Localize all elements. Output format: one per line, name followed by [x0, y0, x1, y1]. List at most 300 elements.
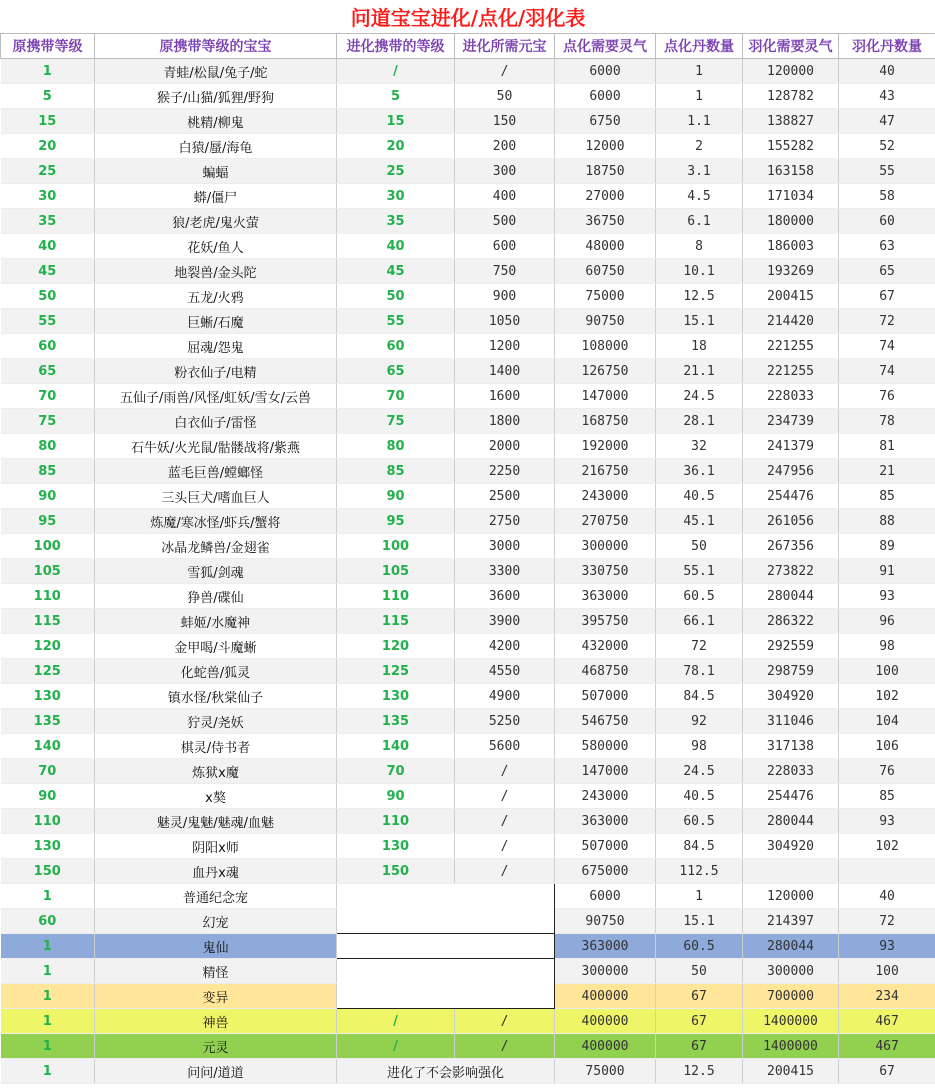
dianhua-pill-cell: 21.1 [656, 359, 743, 384]
dianhua-pill-cell: 12.5 [656, 1059, 743, 1084]
evolve-level-cell: 70 [337, 384, 455, 409]
yuanbao-cell: 2500 [455, 484, 555, 509]
level-cell: 20 [1, 134, 95, 159]
yuhua-lingqi-cell: 700000 [743, 984, 839, 1009]
yuanbao-cell: / [455, 834, 555, 859]
yuhua-lingqi-cell: 300000 [743, 959, 839, 984]
yuanbao-cell: / [455, 784, 555, 809]
evolve-level-cell: 100 [337, 534, 455, 559]
table-row [1, 859, 935, 884]
table-row [1, 434, 935, 459]
dianhua-pill-cell: 67 [656, 1009, 743, 1034]
dianhua-pill-cell: 28.1 [656, 409, 743, 434]
dianhua-pill-cell: 24.5 [656, 384, 743, 409]
yuhua-pill-cell: 467 [839, 1034, 935, 1059]
level-cell: 30 [1, 184, 95, 209]
yuhua-lingqi-cell: 241379 [743, 434, 839, 459]
pet-name-cell: 白衣仙子/雷怪 [95, 409, 337, 434]
evolve-level-cell: 140 [337, 734, 455, 759]
header-cell: 羽化需要灵气 [743, 34, 839, 59]
table-row [1, 259, 935, 284]
yuhua-lingqi-cell: 214420 [743, 309, 839, 334]
pet-name-cell: 冰晶龙鳞兽/金翅雀 [95, 534, 337, 559]
dianhua-pill-cell: 60.5 [656, 809, 743, 834]
dianhua-lingqi-cell: 48000 [555, 234, 656, 259]
dianhua-pill-cell: 2 [656, 134, 743, 159]
dianhua-pill-cell: 98 [656, 734, 743, 759]
evolve-level-cell: 75 [337, 409, 455, 434]
evolve-level-cell: 135 [337, 709, 455, 734]
dianhua-pill-cell: 72 [656, 634, 743, 659]
yuhua-pill-cell: 91 [839, 559, 935, 584]
table-row [1, 909, 935, 934]
yuhua-pill-cell: 234 [839, 984, 935, 1009]
dianhua-lingqi-cell: 395750 [555, 609, 656, 634]
dianhua-lingqi-cell: 270750 [555, 509, 656, 534]
yuhua-lingqi-cell: 273822 [743, 559, 839, 584]
dianhua-lingqi-cell: 6750 [555, 109, 656, 134]
yuhua-lingqi-cell: 163158 [743, 159, 839, 184]
evolve-level-cell: 115 [337, 609, 455, 634]
level-cell: 110 [1, 584, 95, 609]
dianhua-lingqi-cell: 36750 [555, 209, 656, 234]
dianhua-pill-cell: 50 [656, 534, 743, 559]
level-cell: 90 [1, 484, 95, 509]
dianhua-lingqi-cell: 60750 [555, 259, 656, 284]
yuanbao-cell: 500 [455, 209, 555, 234]
dianhua-lingqi-cell: 18750 [555, 159, 656, 184]
pet-name-cell: 三头巨犬/嗜血巨人 [95, 484, 337, 509]
table-row [1, 109, 935, 134]
level-cell: 90 [1, 784, 95, 809]
dianhua-pill-cell: 60.5 [656, 584, 743, 609]
yuhua-pill-cell: 102 [839, 834, 935, 859]
table-row [1, 1034, 935, 1059]
pet-name-cell: 雪狐/剑魂 [95, 559, 337, 584]
yuanbao-cell: 600 [455, 234, 555, 259]
dianhua-lingqi-cell: 192000 [555, 434, 656, 459]
yuanbao-cell: 3300 [455, 559, 555, 584]
table-row [1, 209, 935, 234]
pet-name-cell: 血丹x魂 [95, 859, 337, 884]
yuhua-lingqi-cell: 311046 [743, 709, 839, 734]
level-cell: 140 [1, 734, 95, 759]
dianhua-pill-cell: 36.1 [656, 459, 743, 484]
blank-box-cell [337, 884, 555, 909]
pet-name-cell: 石牛妖/火光鼠/骷髅战将/紫燕 [95, 434, 337, 459]
yuhua-lingqi-cell: 128782 [743, 84, 839, 109]
level-cell: 1 [1, 959, 95, 984]
dianhua-pill-cell: 67 [656, 1034, 743, 1059]
yuhua-pill-cell: 21 [839, 459, 935, 484]
yuanbao-cell: 4900 [455, 684, 555, 709]
table-row [1, 184, 935, 209]
evolve-level-cell: 55 [337, 309, 455, 334]
yuhua-lingqi-cell: 138827 [743, 109, 839, 134]
evolve-level-cell: 105 [337, 559, 455, 584]
yuanbao-cell: 1200 [455, 334, 555, 359]
yuhua-pill-cell: 96 [839, 609, 935, 634]
yuanbao-cell: / [455, 759, 555, 784]
dianhua-pill-cell: 32 [656, 434, 743, 459]
yuhua-pill-cell: 40 [839, 59, 935, 84]
yuanbao-cell: / [455, 1034, 555, 1059]
yuhua-pill-cell: 93 [839, 809, 935, 834]
yuhua-pill-cell: 104 [839, 709, 935, 734]
yuhua-pill-cell: 55 [839, 159, 935, 184]
yuhua-pill-cell: 40 [839, 884, 935, 909]
dianhua-lingqi-cell: 363000 [555, 809, 656, 834]
yuhua-pill-cell: 72 [839, 909, 935, 934]
yuhua-lingqi-cell: 286322 [743, 609, 839, 634]
yuhua-pill-cell: 102 [839, 684, 935, 709]
dianhua-lingqi-cell: 363000 [555, 584, 656, 609]
dianhua-lingqi-cell: 468750 [555, 659, 656, 684]
yuhua-lingqi-cell: 247956 [743, 459, 839, 484]
level-cell: 1 [1, 934, 95, 959]
table-row [1, 684, 935, 709]
table-row [1, 409, 935, 434]
header-cell: 点化需要灵气 [555, 34, 656, 59]
level-cell: 110 [1, 809, 95, 834]
dianhua-pill-cell: 3.1 [656, 159, 743, 184]
header-cell: 进化携带的等级 [337, 34, 455, 59]
pet-name-cell: 狰兽/碟仙 [95, 584, 337, 609]
yuanbao-cell: 3000 [455, 534, 555, 559]
yuhua-pill-cell: 81 [839, 434, 935, 459]
level-cell: 60 [1, 334, 95, 359]
table-row [1, 784, 935, 809]
blank-box-cell [337, 909, 555, 934]
yuhua-lingqi-cell: 304920 [743, 684, 839, 709]
yuanbao-cell: 3600 [455, 584, 555, 609]
evolve-level-cell: 90 [337, 484, 455, 509]
yuhua-pill-cell: 93 [839, 934, 935, 959]
table-row [1, 309, 935, 334]
level-cell: 45 [1, 259, 95, 284]
dianhua-pill-cell: 1 [656, 84, 743, 109]
header-cell: 点化丹数量 [656, 34, 743, 59]
yuhua-lingqi-cell: 214397 [743, 909, 839, 934]
yuanbao-cell: 5250 [455, 709, 555, 734]
evolve-level-cell: 70 [337, 759, 455, 784]
table-row [1, 884, 935, 909]
pet-name-cell: 精怪 [95, 959, 337, 984]
yuhua-lingqi-cell: 254476 [743, 484, 839, 509]
yuhua-pill-cell: 76 [839, 384, 935, 409]
dianhua-lingqi-cell: 432000 [555, 634, 656, 659]
dianhua-lingqi-cell: 126750 [555, 359, 656, 384]
dianhua-pill-cell: 1 [656, 884, 743, 909]
pet-name-cell: 蝙蝠 [95, 159, 337, 184]
evolve-level-cell: 110 [337, 809, 455, 834]
yuanbao-cell: 1400 [455, 359, 555, 384]
table-row [1, 959, 935, 984]
yuhua-pill-cell: 74 [839, 359, 935, 384]
dianhua-pill-cell: 84.5 [656, 684, 743, 709]
yuanbao-cell: 1600 [455, 384, 555, 409]
dianhua-lingqi-cell: 675000 [555, 859, 656, 884]
dianhua-lingqi-cell: 243000 [555, 784, 656, 809]
dianhua-pill-cell: 84.5 [656, 834, 743, 859]
dianhua-lingqi-cell: 507000 [555, 834, 656, 859]
table-row [1, 484, 935, 509]
dianhua-lingqi-cell: 216750 [555, 459, 656, 484]
evolve-level-cell: 30 [337, 184, 455, 209]
level-cell: 55 [1, 309, 95, 334]
yuhua-lingqi-cell: 200415 [743, 284, 839, 309]
dianhua-pill-cell: 92 [656, 709, 743, 734]
header-cell: 原携带等级的宝宝 [95, 34, 337, 59]
yuanbao-cell: 150 [455, 109, 555, 134]
yuhua-lingqi-cell: 228033 [743, 384, 839, 409]
dianhua-lingqi-cell: 6000 [555, 84, 656, 109]
dianhua-pill-cell: 45.1 [656, 509, 743, 534]
header-row [1, 34, 935, 59]
dianhua-pill-cell: 67 [656, 984, 743, 1009]
pet-name-cell: 屈魂/怨鬼 [95, 334, 337, 359]
dianhua-pill-cell: 12.5 [656, 284, 743, 309]
evolve-level-cell: 130 [337, 684, 455, 709]
pet-name-cell: 魅灵/鬼魅/魅魂/血魅 [95, 809, 337, 834]
level-cell: 1 [1, 1009, 95, 1034]
evolve-level-cell: 60 [337, 334, 455, 359]
yuhua-lingqi-cell: 254476 [743, 784, 839, 809]
blank-box-cell [337, 984, 555, 1009]
dianhua-pill-cell: 40.5 [656, 784, 743, 809]
table-row [1, 509, 935, 534]
evolve-level-cell: 150 [337, 859, 455, 884]
yuhua-lingqi-cell: 155282 [743, 134, 839, 159]
dianhua-pill-cell: 1.1 [656, 109, 743, 134]
level-cell: 80 [1, 434, 95, 459]
yuhua-pill-cell: 60 [839, 209, 935, 234]
pet-name-cell: 桃精/柳鬼 [95, 109, 337, 134]
yuhua-pill-cell: 85 [839, 784, 935, 809]
yuanbao-cell: / [455, 859, 555, 884]
level-cell: 1 [1, 984, 95, 1009]
yuhua-lingqi-cell: 261056 [743, 509, 839, 534]
level-cell: 125 [1, 659, 95, 684]
level-cell: 70 [1, 384, 95, 409]
dianhua-pill-cell: 55.1 [656, 559, 743, 584]
yuanbao-cell: 1800 [455, 409, 555, 434]
pet-name-cell: 化蛇兽/狐灵 [95, 659, 337, 684]
yuhua-pill-cell: 72 [839, 309, 935, 334]
pet-name-cell: 青蛙/松鼠/兔子/蛇 [95, 59, 337, 84]
pet-name-cell: 金甲喝/斗魔蜥 [95, 634, 337, 659]
blank-box-cell [337, 934, 555, 959]
pet-name-cell: 炼魔/寒冰怪/虾兵/蟹将 [95, 509, 337, 534]
yuhua-lingqi-cell: 298759 [743, 659, 839, 684]
dianhua-pill-cell: 112.5 [656, 859, 743, 884]
yuhua-lingqi-cell: 1400000 [743, 1009, 839, 1034]
yuanbao-cell: 2000 [455, 434, 555, 459]
yuhua-pill-cell: 65 [839, 259, 935, 284]
title-row [1, 0, 935, 34]
pet-name-cell: 花妖/鱼人 [95, 234, 337, 259]
pet-name-cell: 炼狱x魔 [95, 759, 337, 784]
yuhua-lingqi-cell: 193269 [743, 259, 839, 284]
yuhua-lingqi-cell: 221255 [743, 359, 839, 384]
table-row [1, 234, 935, 259]
dianhua-lingqi-cell: 27000 [555, 184, 656, 209]
evolve-level-cell: 125 [337, 659, 455, 684]
yuhua-lingqi-cell: 304920 [743, 834, 839, 859]
yuhua-lingqi-cell: 171034 [743, 184, 839, 209]
yuanbao-cell: 400 [455, 184, 555, 209]
level-cell: 130 [1, 684, 95, 709]
yuhua-pill-cell: 78 [839, 409, 935, 434]
yuanbao-cell: 5600 [455, 734, 555, 759]
pet-name-cell: 蟒/僵尸 [95, 184, 337, 209]
table-row [1, 334, 935, 359]
dianhua-pill-cell: 15.1 [656, 309, 743, 334]
yuanbao-cell: 4200 [455, 634, 555, 659]
yuhua-pill-cell: 43 [839, 84, 935, 109]
yuhua-pill-cell: 467 [839, 1009, 935, 1034]
yuhua-lingqi-cell: 234739 [743, 409, 839, 434]
dianhua-lingqi-cell: 363000 [555, 934, 656, 959]
level-cell: 100 [1, 534, 95, 559]
pet-name-cell: 普通纪念宠 [95, 884, 337, 909]
pet-name-cell: 棋灵/侍书者 [95, 734, 337, 759]
pet-name-cell: 变异 [95, 984, 337, 1009]
yuhua-lingqi-cell: 1400000 [743, 1034, 839, 1059]
yuhua-pill-cell: 47 [839, 109, 935, 134]
dianhua-pill-cell: 8 [656, 234, 743, 259]
yuanbao-cell: 2750 [455, 509, 555, 534]
yuhua-pill-cell: 93 [839, 584, 935, 609]
pet-name-cell: 阴阳x师 [95, 834, 337, 859]
level-cell: 65 [1, 359, 95, 384]
table-row [1, 634, 935, 659]
table-row [1, 584, 935, 609]
level-cell: 135 [1, 709, 95, 734]
pet-name-cell: 狼/老虎/鬼火萤 [95, 209, 337, 234]
yuhua-pill-cell: 63 [839, 234, 935, 259]
pet-name-cell: 蓝毛巨兽/螳螂怪 [95, 459, 337, 484]
dianhua-pill-cell: 4.5 [656, 184, 743, 209]
dianhua-lingqi-cell: 507000 [555, 684, 656, 709]
evolve-level-cell: 120 [337, 634, 455, 659]
pet-name-cell: 猴子/山猫/狐狸/野狗 [95, 84, 337, 109]
table-row [1, 359, 935, 384]
pet-name-cell: 元灵 [95, 1034, 337, 1059]
evolve-level-cell: 80 [337, 434, 455, 459]
pet-name-cell: 白猿/蜃/海龟 [95, 134, 337, 159]
yuhua-lingqi-cell: 280044 [743, 584, 839, 609]
evolve-level-cell: 90 [337, 784, 455, 809]
yuanbao-cell: 1050 [455, 309, 555, 334]
table-row [1, 934, 935, 959]
yuanbao-cell: / [455, 59, 555, 84]
table-row [1, 834, 935, 859]
dianhua-lingqi-cell: 243000 [555, 484, 656, 509]
dianhua-pill-cell: 15.1 [656, 909, 743, 934]
yuanbao-cell: / [455, 1009, 555, 1034]
yuhua-lingqi-cell: 186003 [743, 234, 839, 259]
dianhua-lingqi-cell: 300000 [555, 959, 656, 984]
dianhua-lingqi-cell: 90750 [555, 909, 656, 934]
dianhua-lingqi-cell: 580000 [555, 734, 656, 759]
header-cell: 羽化丹数量 [839, 34, 935, 59]
level-cell: 130 [1, 834, 95, 859]
table-row [1, 384, 935, 409]
table-row [1, 984, 935, 1009]
table-row [1, 1059, 935, 1084]
yuanbao-cell: 4550 [455, 659, 555, 684]
table-row [1, 609, 935, 634]
pet-name-cell: 问问/道道 [95, 1059, 337, 1084]
yuhua-lingqi-cell: 120000 [743, 59, 839, 84]
yuhua-lingqi-cell: 317138 [743, 734, 839, 759]
level-cell: 25 [1, 159, 95, 184]
pet-name-cell: 鬼仙 [95, 934, 337, 959]
level-cell: 15 [1, 109, 95, 134]
yuhua-pill-cell: 88 [839, 509, 935, 534]
evolve-level-cell: 25 [337, 159, 455, 184]
yuanbao-cell: 2250 [455, 459, 555, 484]
yuhua-lingqi-cell: 228033 [743, 759, 839, 784]
level-cell: 50 [1, 284, 95, 309]
dianhua-lingqi-cell: 75000 [555, 284, 656, 309]
level-cell: 120 [1, 634, 95, 659]
pet-name-cell: 蚌姬/水魔神 [95, 609, 337, 634]
dianhua-lingqi-cell: 546750 [555, 709, 656, 734]
yuhua-lingqi-cell: 280044 [743, 934, 839, 959]
evolve-level-cell: / [337, 1009, 455, 1034]
yuhua-lingqi-cell: 221255 [743, 334, 839, 359]
blank-box-cell [337, 959, 555, 984]
pet-name-cell: 五龙/火鸦 [95, 284, 337, 309]
evolve-level-cell: 50 [337, 284, 455, 309]
header-cell: 原携带等级 [1, 34, 95, 59]
dianhua-lingqi-cell: 75000 [555, 1059, 656, 1084]
evolve-level-cell: 130 [337, 834, 455, 859]
table-row [1, 459, 935, 484]
dianhua-lingqi-cell: 400000 [555, 1034, 656, 1059]
table-body [1, 0, 935, 1084]
dianhua-lingqi-cell: 6000 [555, 884, 656, 909]
table-row [1, 1009, 935, 1034]
evolve-level-cell: 35 [337, 209, 455, 234]
evolve-level-cell: 65 [337, 359, 455, 384]
level-cell: 105 [1, 559, 95, 584]
yuanbao-cell: / [455, 809, 555, 834]
evolve-level-cell: 85 [337, 459, 455, 484]
pet-name-cell: 狞灵/尧妖 [95, 709, 337, 734]
level-cell: 150 [1, 859, 95, 884]
yuanbao-cell: 3900 [455, 609, 555, 634]
table-row [1, 809, 935, 834]
dianhua-pill-cell: 6.1 [656, 209, 743, 234]
table-row [1, 734, 935, 759]
table-row [1, 59, 935, 84]
yuhua-pill-cell: 67 [839, 284, 935, 309]
header-cell: 进化所需元宝 [455, 34, 555, 59]
yuhua-lingqi-cell: 280044 [743, 809, 839, 834]
yuhua-pill-cell: 98 [839, 634, 935, 659]
yuhua-pill-cell: 85 [839, 484, 935, 509]
dianhua-pill-cell: 60.5 [656, 934, 743, 959]
pet-name-cell: 幻宠 [95, 909, 337, 934]
yuanbao-cell: 300 [455, 159, 555, 184]
yuhua-pill-cell: 52 [839, 134, 935, 159]
dianhua-lingqi-cell: 108000 [555, 334, 656, 359]
level-cell: 60 [1, 909, 95, 934]
yuanbao-cell: 900 [455, 284, 555, 309]
